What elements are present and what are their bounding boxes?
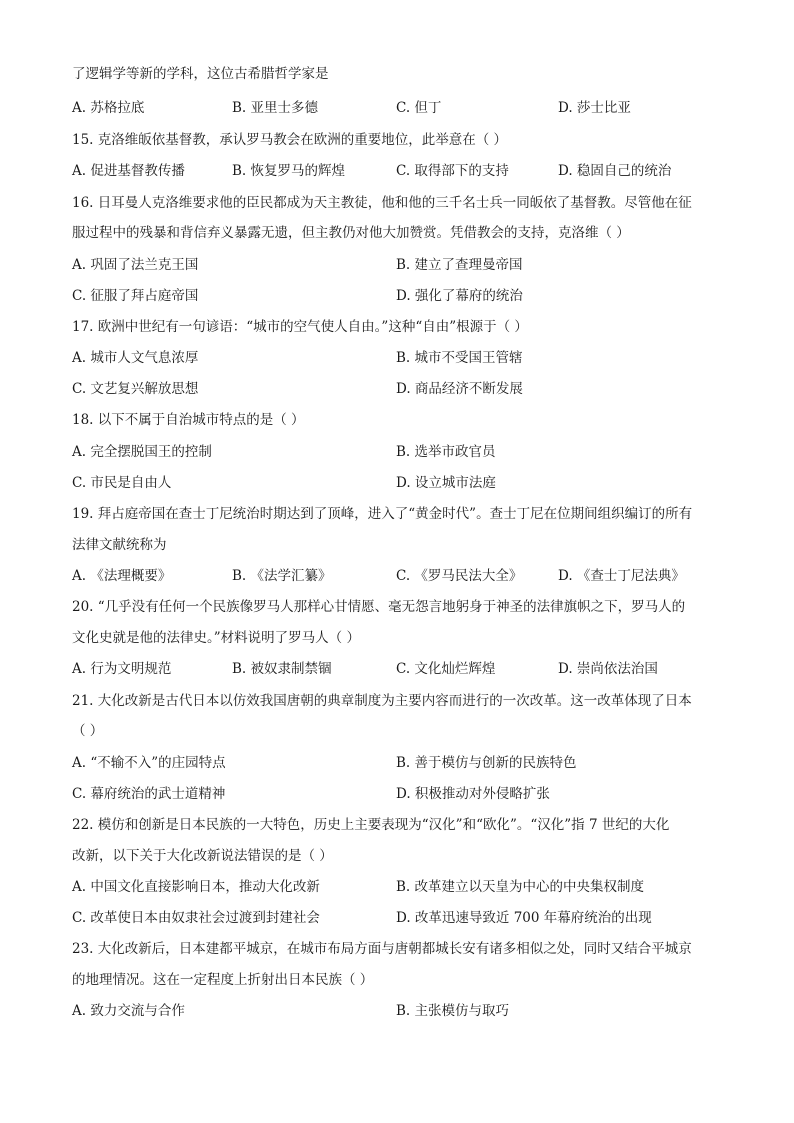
q17-option-a: A. 城市人文气息浓厚 [72, 350, 199, 366]
q14-option-a: A. 苏格拉底 [72, 100, 145, 116]
q21-option-d: D. 积极推动对外侵略扩张 [396, 786, 550, 802]
question-17-stem: 17. 欧洲中世纪有一句谚语：“城市的空气使人自由。”这种“自由”根源于（ ） [72, 319, 528, 335]
question-20-stem-line2: 文化史就是他的法律史。”材料说明了罗马人（ ） [72, 630, 360, 646]
question-21-stem-line2: （ ） [72, 723, 104, 739]
q21-option-a: A. “不输不入”的庄园特点 [72, 755, 226, 771]
question-20-stem-line1: 20. “几乎没有任何一个民族像罗马人那样心甘情愿、毫无怨言地躬身于神圣的法律旗帜之下，罗马人的 [72, 599, 686, 615]
q15-option-a: A. 促进基督教传播 [72, 163, 185, 179]
q15-option-b: B. 恢复罗马的辉煌 [232, 163, 346, 179]
question-18-stem: 18. 以下不属于自治城市特点的是（ ） [72, 412, 305, 428]
question-22-stem-line2: 改新，以下关于大化改新说法错误的是（ ） [72, 848, 333, 864]
question-23-stem-line2: 的地理情况。这在一定程度上折射出日本民族（ ） [72, 972, 374, 988]
question-14-stem-tail: 了逻辑学等新的学科，这位古希腊哲学家是 [72, 66, 329, 82]
question-15-stem: 15. 克洛维皈依基督教，承认罗马教会在欧洲的重要地位，此举意在（ ） [72, 132, 508, 148]
q14-option-d: D. 莎士比亚 [558, 100, 631, 116]
q19-option-a: A. 《法理概要》 [72, 568, 172, 584]
q17-option-d: D. 商品经济不断发展 [396, 381, 523, 397]
q16-option-d: D. 强化了幕府的统治 [396, 288, 523, 304]
q17-option-b: B. 城市不受国王管辖 [396, 350, 523, 366]
question-16-stem-line2: 服过程中的残暴和背信弃义暴露无遗，但主教仍对他大加赞赏。凭借教会的支持，克洛维（ ） [72, 225, 630, 241]
q22-option-a: A. 中国文化直接影响日本，推动大化改新 [72, 879, 320, 895]
q17-option-c: C. 文艺复兴解放思想 [72, 381, 199, 397]
q23-option-a: A. 致力交流与合作 [72, 1003, 185, 1019]
q21-option-b: B. 善于模仿与创新的民族特色 [396, 755, 577, 771]
q21-option-c: C. 幕府统治的武士道精神 [72, 786, 226, 802]
q22-option-b: B. 改革建立以天皇为中心的中央集权制度 [396, 879, 645, 895]
question-21-stem-line1: 21. 大化改新是古代日本以仿效我国唐朝的典章制度为主要内容而进行的一次改革。这一改革体现了日本 [72, 693, 692, 709]
q18-option-d: D. 设立城市法庭 [396, 475, 496, 491]
q19-option-b: B. 《法学汇纂》 [232, 568, 332, 584]
q18-option-a: A. 完全摆脱国王的控制 [72, 444, 212, 460]
q14-option-c: C. 但丁 [396, 100, 442, 116]
q18-option-c: C. 市民是自由人 [72, 475, 172, 491]
q20-option-a: A. 行为文明规范 [72, 661, 172, 677]
q16-option-b: B. 建立了查理曼帝国 [396, 257, 523, 273]
question-23-stem-line1: 23. 大化改新后，日本建都平城京，在城市布局方面与唐朝都城长安有诸多相似之处，同时又结合平城京 [72, 941, 692, 957]
question-22-stem-line1: 22. 模仿和创新是日本民族的一大特色，历史上主要表现为“汉化”和“欧化”。“汉化”指 7 世纪的大化 [72, 817, 670, 833]
q20-option-c: C. 文化灿烂辉煌 [396, 661, 496, 677]
q16-option-c: C. 征服了拜占庭帝国 [72, 288, 199, 304]
q18-option-b: B. 选举市政官员 [396, 444, 496, 460]
q14-option-b: B. 亚里士多德 [232, 100, 319, 116]
q15-option-c: C. 取得部下的支持 [396, 163, 509, 179]
q19-option-c: C. 《罗马民法大全》 [396, 568, 523, 584]
q22-option-c: C. 改革使日本由奴隶社会过渡到封建社会 [72, 910, 320, 926]
q19-option-d: D. 《查士丁尼法典》 [558, 568, 685, 584]
q23-option-b: B. 主张模仿与取巧 [396, 1003, 510, 1019]
q22-option-d: D. 改革迅速导致近 700 年幕府统治的出现 [396, 910, 652, 926]
q20-option-d: D. 崇尚依法治国 [558, 661, 658, 677]
question-19-stem-line1: 19. 拜占庭帝国在查士丁尼统治时期达到了顶峰，进入了“黄金时代”。查士丁尼在位期间组织编订的所有 [72, 506, 693, 522]
question-16-stem-line1: 16. 日耳曼人克洛维要求他的臣民都成为天主教徒，他和他的三千名士兵一同皈依了基督教。尽管他在征 [72, 195, 692, 211]
q20-option-b: B. 被奴隶制禁锢 [232, 661, 332, 677]
q16-option-a: A. 巩固了法兰克王国 [72, 257, 199, 273]
q15-option-d: D. 稳固自己的统治 [558, 163, 672, 179]
question-19-stem-line2: 法律文献统称为 [72, 537, 167, 553]
